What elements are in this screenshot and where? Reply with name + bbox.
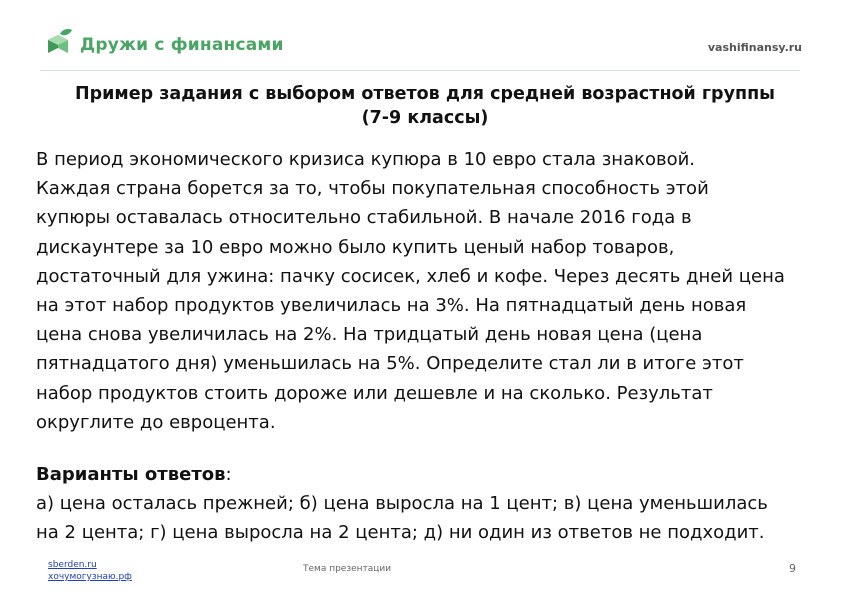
- slide-title: [30, 82, 820, 130]
- answers-heading-colon: :: [225, 464, 232, 485]
- answers-line-2: на 2 цента; г) цена выросла на 2 цента; д) ни один из ответов не подходит.: [36, 522, 765, 543]
- task-line: Каждая страна борется за то, чтобы покупательная способность этой: [36, 178, 709, 200]
- brand-name: Дружи с финансами: [80, 35, 284, 55]
- footer-link-hochumoguznayu[interactable]: хочумогузнаю.рф: [48, 572, 132, 582]
- green-leaf-cube-icon: [44, 28, 74, 58]
- task-line: купюры оставалась относительно стабильной. В начале 2016 года в: [36, 207, 692, 229]
- site-url[interactable]: vashifinansy.ru: [707, 41, 802, 54]
- answer-options: [36, 460, 836, 547]
- page-number: 9: [789, 562, 796, 575]
- title-line-2: (7-9 классы): [361, 108, 489, 128]
- answers-line-1: а) цена осталась прежней; б) цена выросла на 1 цент; в) цена уменьшилась: [36, 493, 768, 514]
- task-line: пятнадцатого дня) уменьшилась на 5%. Определите стал ли в итоге этот: [36, 353, 744, 375]
- header-divider: [40, 70, 800, 71]
- task-line: цена снова увеличилась на 2%. На тридцатый день новая цена (цена: [36, 324, 703, 346]
- task-line: достаточный для ужина: пачку сосисек, хлеб и кофе. Через десять дней цена: [36, 265, 785, 287]
- task-line: округлите до евроцента.: [36, 411, 276, 433]
- answers-heading-line: [36, 460, 836, 489]
- slide-header: [0, 0, 842, 75]
- task-line: на этот набор продуктов увеличилась на 3%. На пятнадцатый день новая: [36, 295, 747, 317]
- title-line-1: Пример задания с выбором ответов для средней возрастной группы: [75, 84, 775, 104]
- task-line: В период экономического кризиса купюра в 10 евро стала знаковой.: [36, 149, 696, 170]
- answers-heading: Варианты ответов: [36, 464, 226, 485]
- task-text: [36, 145, 836, 437]
- presentation-topic: Тема презентации: [303, 564, 392, 574]
- footer-links: [48, 559, 132, 583]
- task-line: набор продуктов стоить дороже или дешевле и на сколько. Результат: [36, 382, 713, 404]
- footer-link-sberden[interactable]: sberden.ru: [48, 560, 97, 570]
- task-line: дискаунтере за 10 евро можно было купить ценый набор товаров,: [36, 236, 675, 258]
